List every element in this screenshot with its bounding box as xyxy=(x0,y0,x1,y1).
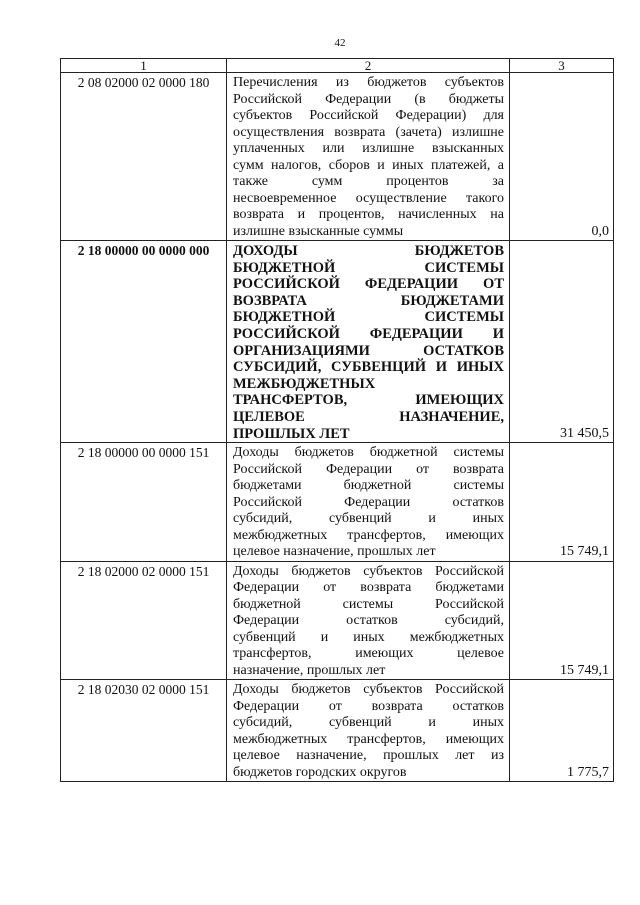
description-line: Доходы бюджетов субъектов Российской xyxy=(233,563,504,579)
description-line: излишне взысканные суммы xyxy=(233,223,404,239)
budget-table xyxy=(60,58,614,782)
description-line: субъектов Российской Федерации) для xyxy=(233,108,504,123)
description-line: Российской Федерации остатков xyxy=(233,494,504,510)
description-line: Российской Федерации от возврата xyxy=(233,461,504,477)
description-line: СУБСИДИЙ, СУБВЕНЦИЙ И ИНЫХ xyxy=(233,359,504,376)
description-line: РОССИЙСКОЙ ФЕДЕРАЦИИ И xyxy=(233,325,504,342)
table-row xyxy=(61,241,614,443)
description-line: целевое назначение, прошлых лет из xyxy=(233,748,504,764)
budget-code-cell: 2 18 00000 00 0000 000 xyxy=(61,241,227,443)
description-line: Доходы бюджетов субъектов Российской xyxy=(233,682,504,698)
amount-cell: 15 749,1 xyxy=(510,561,614,680)
description-line: Федерации от возврата бюджетами xyxy=(233,580,504,596)
description-line: Российской Федерации (в бюджеты xyxy=(233,91,504,107)
description-line: субвенций и иных межбюджетных xyxy=(233,629,504,645)
description-line: бюджетами бюджетной системы xyxy=(233,478,504,494)
description-line: бюджетной системы Российской xyxy=(233,596,504,612)
description-line: РОССИЙСКОЙ ФЕДЕРАЦИИ ОТ xyxy=(233,276,504,293)
description-cell xyxy=(227,241,510,443)
description-line: Доходы бюджетов бюджетной системы xyxy=(233,445,504,461)
column-header: 3 xyxy=(510,59,614,73)
description-line: Федерации от возврата остатков xyxy=(233,698,504,714)
description-line: осуществления возврата (зачета) излишне xyxy=(233,124,504,140)
budget-code-cell: 2 18 02000 02 0000 151 xyxy=(61,561,227,680)
description-cell xyxy=(227,561,510,680)
description-line: межбюджетных трансфертов, имеющих xyxy=(233,527,504,543)
amount-cell: 0,0 xyxy=(510,73,614,241)
table-header-row xyxy=(61,59,614,73)
description-line: БЮДЖЕТНОЙ СИСТЕМЫ xyxy=(233,309,504,326)
table-row xyxy=(61,680,614,782)
description-line: БЮДЖЕТНОЙ СИСТЕМЫ xyxy=(233,259,504,276)
amount-cell: 31 450,5 xyxy=(510,241,614,443)
description-line: субсидий, субвенций и иных xyxy=(233,715,504,731)
description-line: ТРАНСФЕРТОВ, ИМЕЮЩИХ xyxy=(233,392,504,409)
table-row xyxy=(61,73,614,241)
description-line: бюджетов городских округов xyxy=(233,764,407,780)
description-line: уплаченных или излишне взысканных xyxy=(233,141,504,156)
description-line: возврата и процентов, начисленных на xyxy=(233,207,504,222)
description-line: сумм налогов, сборов и иных платежей, а xyxy=(233,157,504,173)
budget-code-cell: 2 18 00000 00 0000 151 xyxy=(61,443,227,562)
table-body xyxy=(61,73,614,782)
description-cell xyxy=(227,73,510,241)
description-line: межбюджетных трансфертов, имеющих xyxy=(233,731,504,747)
description-line: несвоевременное осуществление такого xyxy=(233,190,504,206)
table-row xyxy=(61,561,614,680)
description-line: ДОХОДЫ БЮДЖЕТОВ xyxy=(233,243,504,259)
description-line: ВОЗВРАТА БЮДЖЕТАМИ xyxy=(233,292,504,309)
description-line: субсидий, субвенций и иных xyxy=(233,511,504,527)
description-line: целевое назначение, прошлых лет xyxy=(233,544,436,560)
page-number: 42 xyxy=(334,37,346,49)
column-header: 1 xyxy=(61,59,227,73)
description-line: трансфертов, имеющих целевое xyxy=(233,646,504,662)
budget-code-cell: 2 18 02030 02 0000 151 xyxy=(61,680,227,782)
budget-code-cell: 2 08 02000 02 0000 180 xyxy=(61,73,227,241)
amount-cell: 15 749,1 xyxy=(510,443,614,562)
description-line: ЦЕЛЕВОЕ НАЗНАЧЕНИЕ, xyxy=(233,408,504,425)
description-line: ОРГАНИЗАЦИЯМИ ОСТАТКОВ xyxy=(233,342,504,359)
description-cell xyxy=(227,680,510,782)
column-header: 2 xyxy=(227,59,510,73)
description-line: ПРОШЛЫХ ЛЕТ xyxy=(233,425,350,442)
description-line: назначение, прошлых лет xyxy=(233,662,386,678)
description-cell xyxy=(227,443,510,562)
description-line: МЕЖБЮДЖЕТНЫХ xyxy=(233,375,376,392)
table-row xyxy=(61,443,614,562)
description-line: Перечисления из бюджетов субъектов xyxy=(233,75,504,90)
amount-cell: 1 775,7 xyxy=(510,680,614,782)
description-line: также сумм процентов за xyxy=(233,174,504,189)
description-line: Федерации остатков субсидий, xyxy=(233,613,504,629)
